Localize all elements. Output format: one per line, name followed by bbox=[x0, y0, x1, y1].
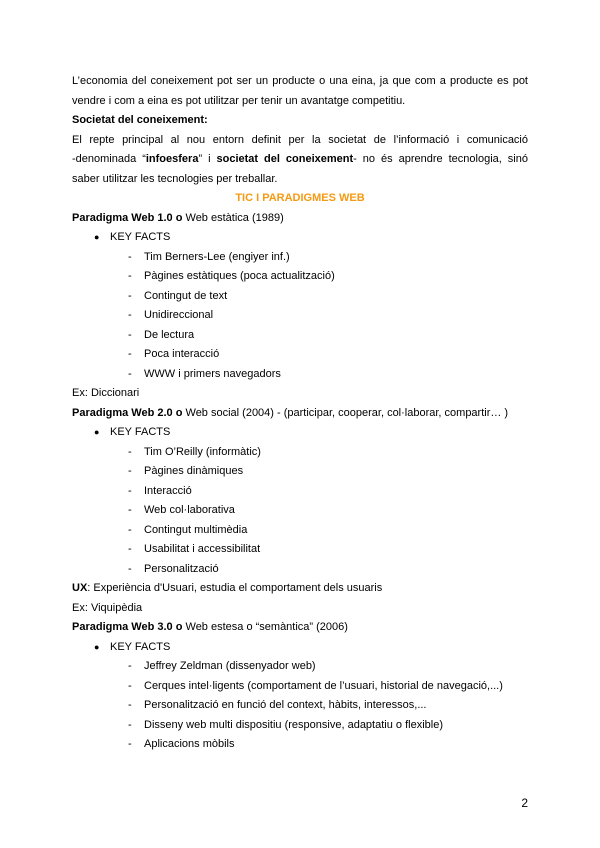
list-item bbox=[72, 345, 528, 365]
dash-icon: - bbox=[128, 738, 132, 750]
dash-icon: - bbox=[128, 309, 132, 321]
list-item-text: Contingut de text bbox=[144, 289, 228, 302]
list-item-text: Unidireccional bbox=[144, 309, 214, 321]
list-item bbox=[72, 696, 528, 716]
dash-icon: - bbox=[128, 718, 132, 731]
list-item bbox=[72, 326, 528, 346]
list-item-text: Jeffrey Zeldman (dissenyador web) bbox=[144, 660, 316, 672]
dash-icon: - bbox=[128, 270, 132, 282]
list-item bbox=[72, 306, 528, 326]
societat-line-1: El repte principal al nou entorn definit per la societat de l’informació i comunicació bbox=[72, 133, 528, 146]
web2-ux: UX: Experiència d'Usuari, estudia el comportament dels usuaris bbox=[72, 582, 383, 594]
web2-list bbox=[72, 443, 528, 580]
list-item-text: Aplicacions mòbils bbox=[144, 738, 235, 750]
list-item bbox=[72, 365, 528, 385]
list-item-text: Contingut multimèdia bbox=[144, 523, 248, 536]
list-item bbox=[72, 248, 528, 268]
section-title: TIC I PARADIGMES WEB bbox=[235, 192, 365, 204]
bullet-icon: ● bbox=[94, 427, 100, 437]
list-item bbox=[72, 287, 528, 307]
web2-example: Ex: Viquipèdia bbox=[72, 601, 143, 614]
web3-heading: Paradigma Web 3.0 o Web estesa o “semàntica” (2006) bbox=[72, 621, 348, 633]
web1-example: Ex: Diccionari bbox=[72, 387, 140, 399]
list-item-text: Usabilitat i accessibilitat bbox=[144, 543, 261, 555]
dash-icon: - bbox=[128, 348, 132, 360]
dash-icon: - bbox=[128, 679, 132, 692]
dash-icon: - bbox=[128, 445, 132, 458]
list-item-text: Tim O’Reilly (informàtic) bbox=[144, 445, 261, 458]
web1-list bbox=[72, 248, 528, 385]
list-item-text: Tim Berners-Lee (engiyer inf.) bbox=[144, 250, 290, 263]
list-item bbox=[72, 735, 528, 755]
dash-icon: - bbox=[128, 523, 132, 536]
dash-icon: - bbox=[128, 660, 132, 672]
societat-line-2: -denominada “infoesfera” i societat del coneixement- no és aprendre tecnologia, sinó bbox=[72, 153, 528, 165]
page-number: 2 bbox=[521, 796, 528, 810]
dash-icon: - bbox=[128, 328, 132, 341]
web1-bullet: ● KEY FACTS bbox=[72, 228, 528, 248]
list-item-text: Disseny web multi dispositiu (responsive, adaptatiu o flexible) bbox=[144, 718, 443, 731]
list-item-text: Cerques intel·ligents (comportament de l’usuari, historial de navegació,...) bbox=[144, 679, 503, 692]
web3-bullet: ● KEY FACTS bbox=[72, 638, 528, 658]
list-item bbox=[72, 716, 528, 736]
list-item bbox=[72, 677, 528, 697]
intro-line-1: L’economia del coneixement pot ser un producte o una eina, ja que com a producte es pot bbox=[72, 75, 528, 87]
list-item bbox=[72, 521, 528, 541]
list-item-text: Interacció bbox=[144, 484, 192, 497]
list-item-text: Poca interacció bbox=[144, 348, 220, 360]
dash-icon: - bbox=[128, 465, 132, 477]
dash-icon: - bbox=[128, 367, 132, 380]
list-item-text: Pàgines dinàmiques bbox=[144, 465, 244, 477]
web2-bullet: ● KEY FACTS bbox=[72, 423, 528, 443]
dash-icon: - bbox=[128, 484, 132, 497]
list-item-text: WWW i primers navegadors bbox=[144, 367, 281, 380]
list-item bbox=[72, 657, 528, 677]
list-item bbox=[72, 462, 528, 482]
dash-icon: - bbox=[128, 250, 132, 263]
list-item bbox=[72, 443, 528, 463]
dash-icon: - bbox=[128, 289, 132, 302]
list-item-text: Web col·laborativa bbox=[144, 504, 235, 516]
dash-icon: - bbox=[128, 699, 132, 711]
intro-line-2: vendre i com a eina es pot utilitzar per tenir un avantatge competitiu. bbox=[72, 94, 406, 107]
list-item bbox=[72, 540, 528, 560]
web3-list bbox=[72, 657, 528, 755]
list-item-text: Personalització en funció del context, hàbits, interessos,... bbox=[144, 699, 427, 711]
list-item-text: De lectura bbox=[144, 328, 195, 341]
list-item bbox=[72, 267, 528, 287]
web2-heading: Paradigma Web 2.0 o Web social (2004) - (participar, cooperar, col·laborar, compartir… ) bbox=[72, 406, 509, 419]
list-item bbox=[72, 501, 528, 521]
list-item bbox=[72, 482, 528, 502]
dash-icon: - bbox=[128, 504, 132, 516]
dash-icon: - bbox=[128, 543, 132, 555]
list-item-text: Pàgines estàtiques (poca actualització) bbox=[144, 270, 335, 282]
societat-heading: Societat del coneixement: bbox=[72, 114, 208, 126]
bullet-icon: ● bbox=[94, 232, 100, 242]
societat-line-3: saber utilitzar les tecnologies per treballar. bbox=[72, 172, 278, 185]
web1-heading: Paradigma Web 1.0 o Web estàtica (1989) bbox=[72, 211, 284, 224]
bullet-icon: ● bbox=[94, 641, 100, 652]
dash-icon: - bbox=[128, 562, 132, 575]
list-item bbox=[72, 560, 528, 580]
document-page bbox=[72, 72, 528, 755]
list-item-text: Personalització bbox=[144, 562, 219, 575]
